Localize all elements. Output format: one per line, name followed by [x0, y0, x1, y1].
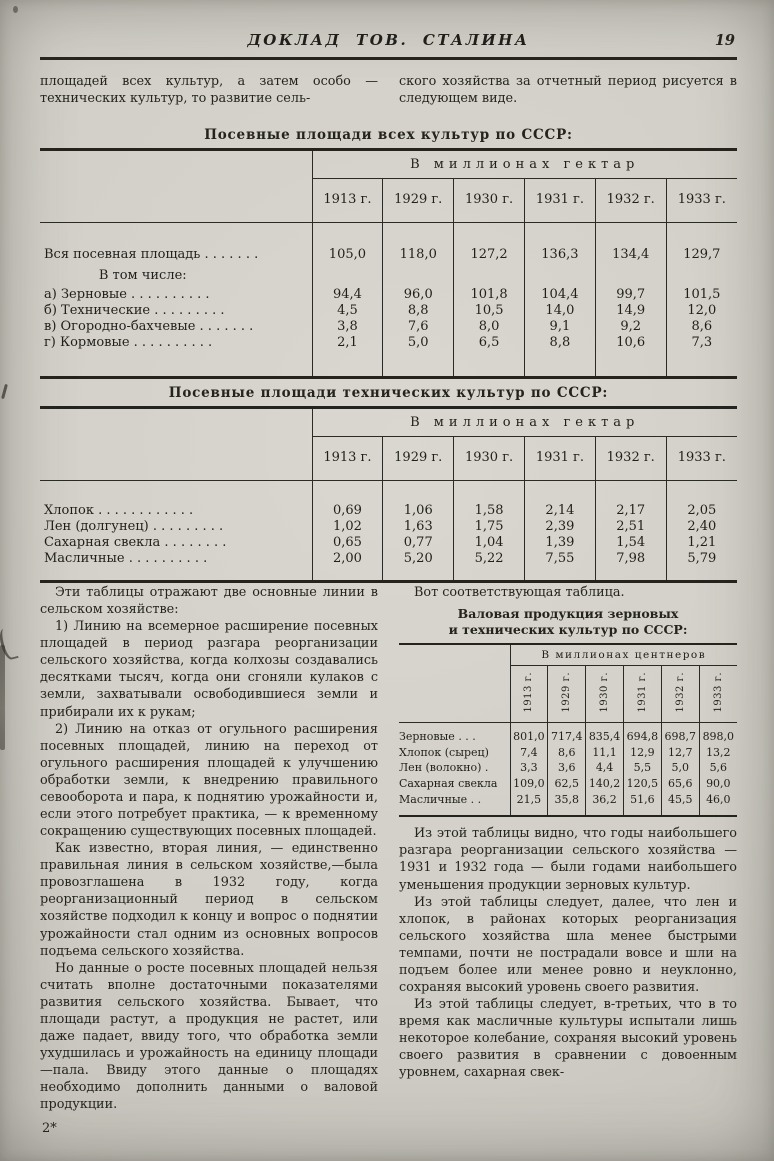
value-cell: 14,0: [524, 303, 595, 319]
value-cell: 101,8: [454, 287, 525, 303]
table-subheading-row: [40, 267, 737, 287]
value-cell: 2,39: [524, 519, 595, 535]
paragraph: Из этой таблицы следует, далее, что лен и хлопок, в районах которых реорганизация сельского хозяйства шла менее быстрыми темпами, почти не пострадали вовсе и шли на подъем более или менее ровно и неуклонно, сохраняя высокий уровень своего развития.: [399, 894, 737, 995]
row-label: а) Зерновые . . . . . . . . . .: [44, 287, 210, 302]
value-cell: 5,0: [661, 760, 699, 776]
value-cell: 10,6: [595, 335, 666, 378]
unit-header-row: [40, 150, 737, 179]
row-label: Масличные . .: [399, 793, 482, 807]
value-cell: 1,75: [454, 519, 525, 535]
unit-header-row: [399, 644, 737, 666]
value-cell: 1,39: [524, 535, 595, 551]
value-cell: 140,2: [586, 776, 624, 792]
unit-header: В миллионах гектар: [312, 150, 737, 179]
value-cell: 0,77: [383, 535, 454, 551]
year-header: 1930 г.: [454, 179, 525, 223]
running-head: [40, 31, 737, 53]
value-cell: 1,04: [454, 535, 525, 551]
right-text-column: [399, 584, 737, 1113]
table-row: [40, 319, 737, 335]
value-cell: 694,8: [623, 722, 661, 744]
stub-header-cell: [40, 408, 312, 481]
empty-cell: [666, 267, 737, 287]
value-cell: 1,63: [383, 519, 454, 535]
paragraph: Эти таблицы отражают две основные линии в сельском хозяйстве:: [40, 585, 378, 618]
row-label: Сахарная свекла: [399, 777, 498, 791]
value-cell: 94,4: [312, 287, 383, 303]
row-label: в) Огородно-бахчевые . . . . . . .: [44, 319, 254, 334]
value-cell: 4,5: [312, 303, 383, 319]
unit-header: В миллионах гектар: [312, 408, 737, 437]
row-label: г) Кормовые . . . . . . . . . .: [44, 335, 213, 350]
rotated-year-label: 1913 г.: [523, 671, 535, 713]
value-cell: 35,8: [548, 792, 586, 816]
value-cell: 5,22: [454, 551, 525, 582]
year-header: 1931 г.: [524, 437, 595, 481]
value-cell: 5,6: [699, 760, 737, 776]
row-label: Хлопок (сырец): [399, 745, 489, 759]
year-header: [699, 665, 737, 722]
value-cell: 8,6: [548, 745, 586, 761]
value-cell: 104,4: [524, 287, 595, 303]
table-row: [399, 776, 737, 792]
value-cell: 3,3: [510, 760, 548, 776]
paragraph: Но данные о росте посевных площадей нельзя считать вполне достаточными показателями развития сельского хозяйства. Бывает, что площади растут, а продукция не растет, или даже падает, ввиду того, что обработка земли ухудшилась и урожайность на единицу площади—пала. Ввиду этого данные о площадях необходимо дополнить данными о валовой продукции.: [40, 960, 378, 1113]
value-cell: 127,2: [454, 223, 525, 268]
paragraph: 1) Линию на всемерное расширение посевных площадей в период разгара реорганизации сельского хозяйства, когда колхозы создавались десятками тысяч, когда они сгоняли кулаков с земли, захватывали освободившиеся земли и прибирали их к рукам;: [40, 619, 378, 720]
paragraph: 2) Линию на отказ от огульного расширения посевных площадей, линию на переход от огульного расширения площадей к улучшению обработки земли, к внедрению правильного севооборота и пара, к поднятию урожайности и, если этого потребует практика, — к временному сокращению существующих посевных площадей.: [40, 721, 378, 840]
value-cell: 136,3: [524, 223, 595, 268]
value-cell: 129,7: [666, 223, 737, 268]
rotated-year-label: 1933 г.: [712, 671, 724, 713]
value-cell: 8,0: [454, 319, 525, 335]
signature-mark: 2*: [42, 1121, 57, 1136]
intro-left-column: площадей всех культур, а затем особо — технических культур, то развитие сель-: [40, 74, 378, 107]
row-label: Сахарная свекла . . . . . . . .: [44, 535, 227, 550]
table-row: [399, 760, 737, 776]
sown-tech-table-title: Посевные площади технических культур по СССР:: [168, 385, 609, 401]
paragraph: Вот соответствующая таблица.: [414, 585, 625, 600]
value-cell: 109,0: [510, 776, 548, 792]
sown-areas-tech-crops-table: [40, 406, 737, 583]
value-cell: 0,69: [312, 481, 383, 520]
value-cell: 11,1: [586, 745, 624, 761]
year-header: 1913 г.: [312, 437, 383, 481]
table-row: [40, 551, 737, 582]
rotated-year-label: 1930 г.: [598, 671, 610, 713]
rotated-year-label: 1929 г.: [561, 671, 573, 713]
value-cell: 13,2: [699, 745, 737, 761]
table-row: [40, 519, 737, 535]
empty-cell: [595, 267, 666, 287]
table-row: [40, 535, 737, 551]
scan-speck: [13, 6, 18, 13]
value-cell: 9,2: [595, 319, 666, 335]
value-cell: 134,4: [595, 223, 666, 268]
value-cell: 9,1: [524, 319, 595, 335]
year-header: 1931 г.: [524, 179, 595, 223]
page-title: ДОКЛАД ТОВ. СТАЛИНА: [247, 31, 530, 49]
row-label: Хлопок . . . . . . . . . . . .: [44, 503, 194, 518]
paragraph: Из этой таблицы следует, в-третьих, что в то время как масличные культуры испытали лишь некоторое колебание, сохраняя высокий уровень своего развития в сравнении с довоенным уровнем, сахарная свек-: [399, 997, 737, 1081]
stub-header-cell: [40, 150, 312, 223]
empty-cell: [454, 267, 525, 287]
value-cell: 5,79: [666, 551, 737, 582]
year-header: [510, 665, 548, 722]
value-cell: 3,8: [312, 319, 383, 335]
gross-production-table: [399, 643, 737, 818]
value-cell: 7,98: [595, 551, 666, 582]
left-text-column: [40, 584, 378, 1113]
page-number: 19: [714, 32, 735, 49]
value-cell: 898,0: [699, 722, 737, 744]
value-cell: 105,0: [312, 223, 383, 268]
empty-cell: [383, 267, 454, 287]
rotated-year-label: 1931 г.: [636, 671, 648, 713]
value-cell: 2,17: [595, 481, 666, 520]
value-cell: 8,8: [524, 335, 595, 378]
value-cell: 14,9: [595, 303, 666, 319]
year-header: 1933 г.: [666, 437, 737, 481]
row-label: Вся посевная площадь . . . . . . .: [44, 247, 259, 262]
intro-right-column: ского хозяйства за отчетный период рисуется в следующем виде.: [399, 74, 737, 107]
value-cell: 4,4: [586, 760, 624, 776]
rotated-year-label: 1932 г.: [674, 671, 686, 713]
year-header: 1929 г.: [383, 437, 454, 481]
value-cell: 1,02: [312, 519, 383, 535]
value-cell: 36,2: [586, 792, 624, 816]
value-cell: 5,0: [383, 335, 454, 378]
value-cell: 2,14: [524, 481, 595, 520]
value-cell: 5,20: [383, 551, 454, 582]
value-cell: 2,40: [666, 519, 737, 535]
margin-mark: [1, 384, 8, 399]
year-header: 1913 г.: [312, 179, 383, 223]
table-row: [399, 792, 737, 816]
sown-areas-all-crops-table: [40, 148, 737, 379]
value-cell: 45,5: [661, 792, 699, 816]
value-cell: 10,5: [454, 303, 525, 319]
value-cell: 12,9: [623, 745, 661, 761]
year-header: [548, 665, 586, 722]
value-cell: 717,4: [548, 722, 586, 744]
value-cell: 120,5: [623, 776, 661, 792]
year-header: 1932 г.: [595, 437, 666, 481]
sown-all-table-title: Посевные площади всех культур по СССР:: [204, 127, 573, 143]
year-header: [661, 665, 699, 722]
value-cell: 118,0: [383, 223, 454, 268]
scan-edge-blot: [0, 645, 5, 750]
gross-table-title: [399, 606, 737, 639]
stub-header-cell: [399, 644, 510, 723]
year-header: 1930 г.: [454, 437, 525, 481]
value-cell: 3,6: [548, 760, 586, 776]
value-cell: 7,3: [666, 335, 737, 378]
value-cell: 2,1: [312, 335, 383, 378]
row-label: Зерновые . . .: [399, 729, 476, 743]
unit-header-row: [40, 408, 737, 437]
table-row: [399, 722, 737, 744]
row-label: Лен (долгунец) . . . . . . . . .: [44, 519, 224, 534]
value-cell: 8,6: [666, 319, 737, 335]
value-cell: 62,5: [548, 776, 586, 792]
value-cell: 1,58: [454, 481, 525, 520]
table-row: [40, 335, 737, 378]
value-cell: 1,21: [666, 535, 737, 551]
intro-paragraphs: [40, 73, 737, 107]
unit-header: В миллионах центнеров: [510, 644, 737, 666]
value-cell: 0,65: [312, 535, 383, 551]
table-row: [40, 481, 737, 520]
value-cell: 7,55: [524, 551, 595, 582]
value-cell: 8,8: [383, 303, 454, 319]
value-cell: 2,51: [595, 519, 666, 535]
value-cell: 2,05: [666, 481, 737, 520]
year-header: [623, 665, 661, 722]
year-header: 1932 г.: [595, 179, 666, 223]
value-cell: 51,6: [623, 792, 661, 816]
value-cell: 96,0: [383, 287, 454, 303]
value-cell: 46,0: [699, 792, 737, 816]
value-cell: 12,0: [666, 303, 737, 319]
paragraph: Как известно, вторая линия, — единственно правильная линия в сельском хозяйстве,—была провозглашена в 1932 году, когда реорганизационный период в сельском хозяйстве подходил к концу и вопрос о поднятии урожайности стал одним из основных вопросов подъема сельского хозяйства.: [40, 841, 378, 959]
value-cell: 65,6: [661, 776, 699, 792]
gross-table-title-line1: Валовая продукция зерновых: [457, 606, 679, 622]
year-header: 1929 г.: [383, 179, 454, 223]
year-header: 1933 г.: [666, 179, 737, 223]
paragraph: Из этой таблицы видно, что годы наибольшего разгара реорганизации сельского хозяйства — 1931 и 1932 года — были годами наибольшего уменьшения продукции зерновых культур.: [399, 826, 737, 893]
value-cell: 7,6: [383, 319, 454, 335]
value-cell: 5,5: [623, 760, 661, 776]
header-rule: [40, 57, 737, 60]
year-header: [586, 665, 624, 722]
value-cell: 1,06: [383, 481, 454, 520]
gross-table-title-line2: и технических культур по СССР:: [448, 622, 688, 638]
empty-cell: [312, 267, 383, 287]
value-cell: 2,00: [312, 551, 383, 582]
subheading-label: В том числе:: [98, 268, 187, 283]
row-label: б) Технические . . . . . . . . .: [44, 303, 225, 318]
empty-cell: [524, 267, 595, 287]
value-cell: 12,7: [661, 745, 699, 761]
value-cell: 7,4: [510, 745, 548, 761]
table-row: [40, 303, 737, 319]
value-cell: 1,54: [595, 535, 666, 551]
table-row: [399, 745, 737, 761]
value-cell: 101,5: [666, 287, 737, 303]
value-cell: 698,7: [661, 722, 699, 744]
table-row-total: [40, 223, 737, 268]
value-cell: 6,5: [454, 335, 525, 378]
row-label: Масличные . . . . . . . . . .: [44, 551, 208, 566]
value-cell: 90,0: [699, 776, 737, 792]
row-label: Лен (волокно) .: [399, 761, 489, 775]
table-row: [40, 287, 737, 303]
value-cell: 801,0: [510, 722, 548, 744]
value-cell: 99,7: [595, 287, 666, 303]
value-cell: 21,5: [510, 792, 548, 816]
body-text-columns: [40, 584, 737, 1113]
value-cell: 835,4: [586, 722, 624, 744]
